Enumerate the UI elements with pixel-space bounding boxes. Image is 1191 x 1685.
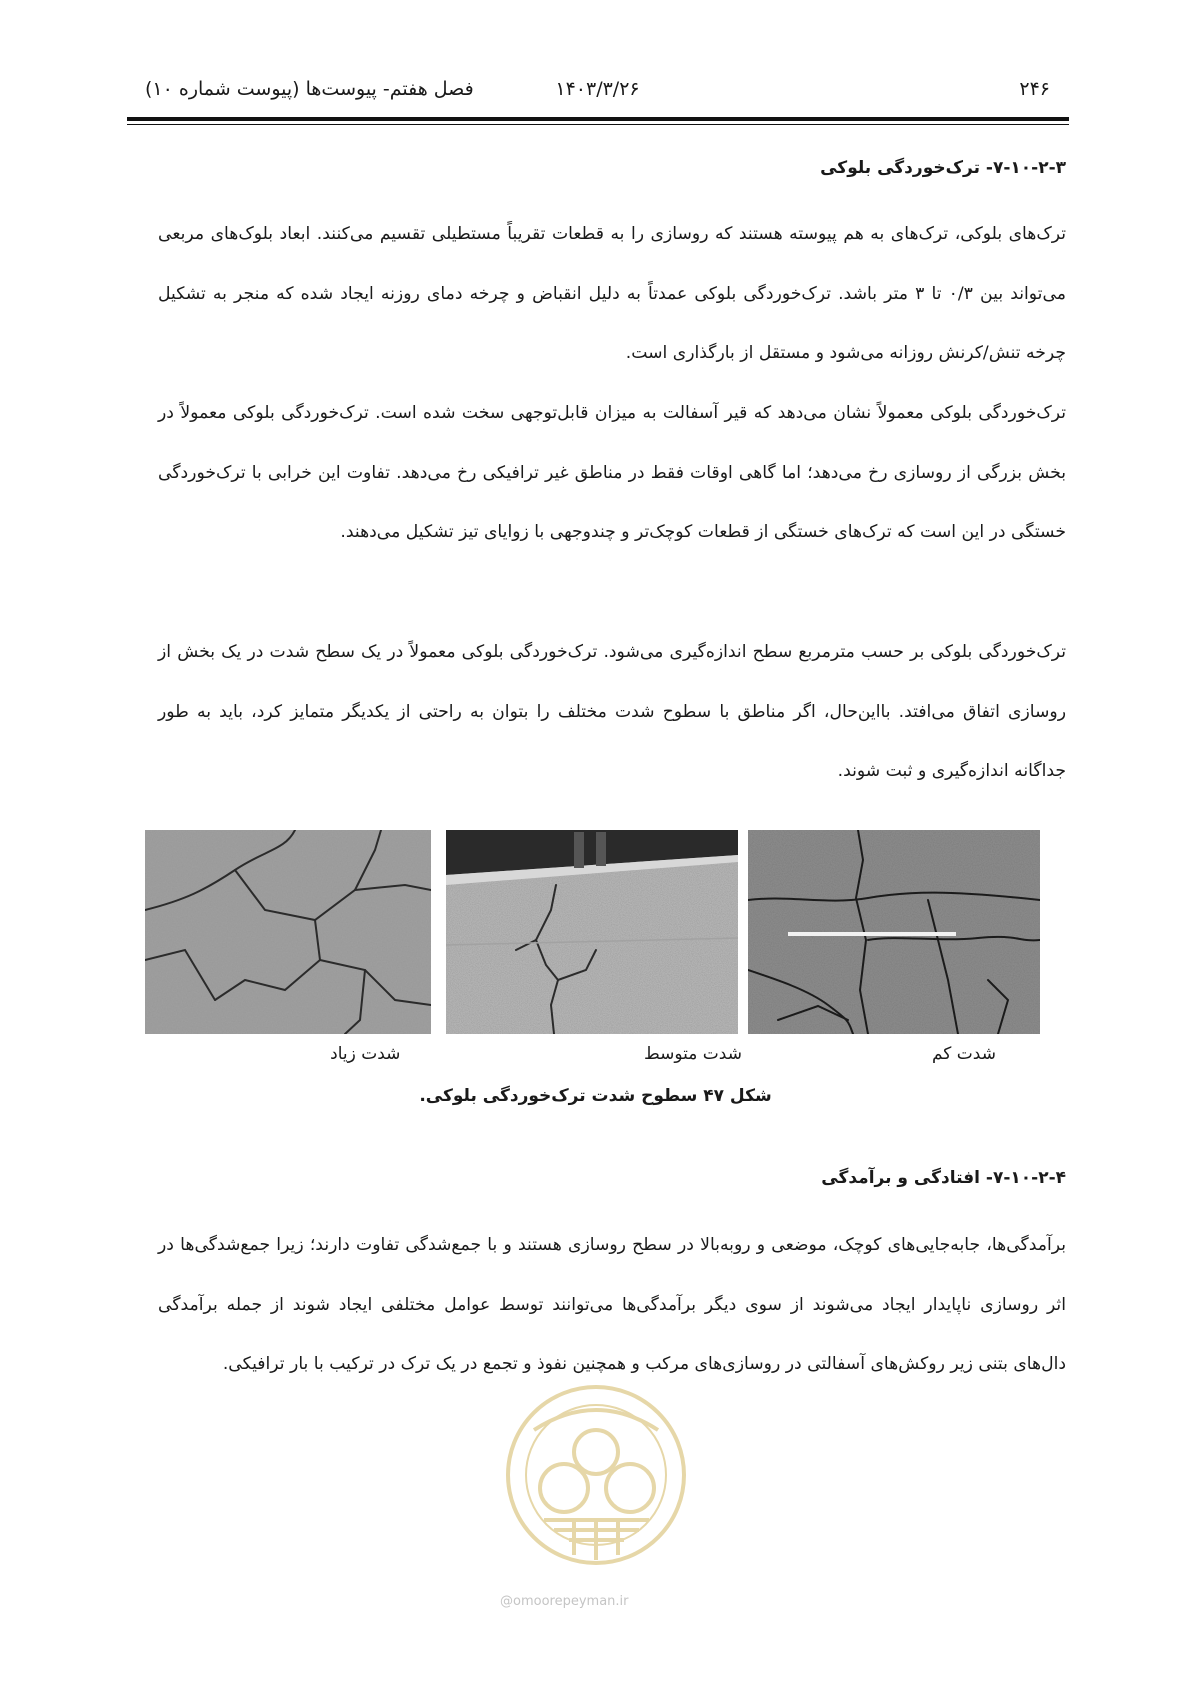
header-date: ۱۴۰۳/۳/۲۶ <box>555 78 640 100</box>
page-header <box>145 78 1050 106</box>
chapter-title: فصل هفتم- پیوست‌ها (پیوست شماره ۱۰) <box>145 78 474 100</box>
header-rule-thin <box>127 124 1069 125</box>
watermark-logo <box>474 1370 719 1580</box>
caption-medium: شدت متوسط <box>643 1044 742 1064</box>
photo-medium-severity <box>446 830 738 1034</box>
paragraph: ترک‌های بلوکی، ترک‌های به هم پیوسته هستند که روسازی را به قطعات تقریباً مستطیلی تقسیم می‌کنند. ابعاد بلوک‌های مربعی می‌تواند بین ۰/۳ تا ۳ متر باشد. ترک‌خوردگی بلوکی عمدتاً به دلیل انقباض و چرخه دمای روزنه ایجاد شده که منجر به تشکیل چرخه تنش/کرنش روزانه می‌شود و مستقل از بارگذاری است. <box>158 224 1067 363</box>
watermark-url: @omoorepeyman.ir <box>500 1594 629 1609</box>
photo-high-severity <box>145 830 431 1034</box>
caption-high: شدت زیاد <box>330 1044 401 1064</box>
header-rule-thick <box>127 117 1069 121</box>
paragraph: ترک‌خوردگی بلوکی بر حسب مترمربع سطح اندازه‌گیری می‌شود. ترک‌خوردگی بلوکی معمولاً در یک سطح شدت در یک بخش از روسازی اتفاق می‌افتد. بااین‌حال، اگر مناطق با سطوح شدت مختلف را بتوان به راحتی از یکدیگر متمایز کرد، باید به طور جداگانه اندازه‌گیری و ثبت شوند. <box>158 642 1066 781</box>
photo-low-severity <box>748 830 1040 1034</box>
caption-low: شدت کم <box>931 1044 996 1064</box>
page-number: ۲۴۶ <box>1019 78 1050 100</box>
section-heading: ۷-۱۰-۲-۳- ترک‌خوردگی بلوکی <box>820 158 1066 178</box>
section-heading: ۷-۱۰-۲-۴- افتادگی و برآمدگی <box>821 1168 1066 1188</box>
paragraph: ترک‌خوردگی بلوکی معمولاً نشان می‌دهد که قیر آسفالت به میزان قابل‌توجهی سخت شده است. ترک‌خوردگی بلوکی معمولاً در بخش بزرگی از روسازی رخ می‌دهد؛ اما گاهی اوقات فقط در مناطق غیر ترافیکی رخ می‌دهد. تفاوت این خرابی با ترک‌خوردگی خستگی در این است که ترک‌های خستگی از قطعات کوچک‌تر و چندوجهی با زوایای تیز تشکیل می‌دهند. <box>158 403 1066 542</box>
figure-caption: شکل ۴۷ سطوح شدت ترک‌خوردگی بلوکی. <box>419 1086 772 1106</box>
paragraph: برآمدگی‌ها، جابه‌جایی‌های کوچک، موضعی و روبه‌بالا در سطح روسازی هستند و با جمع‌شدگی تفاوت دارند؛ زیرا جمع‌شدگی‌ها در اثر روسازی ناپایدار ایجاد می‌شوند از سوی دیگر برآمدگی‌ها می‌توانند توسط عوامل مختلفی ایجاد شوند از جمله برآمدگی دال‌های بتنی زیر روکش‌های آسفالتی در روسازی‌های مرکب و همچنین نفوذ و تجمع در یک ترک در ترکیب با بار ترافیکی. <box>158 1235 1066 1374</box>
